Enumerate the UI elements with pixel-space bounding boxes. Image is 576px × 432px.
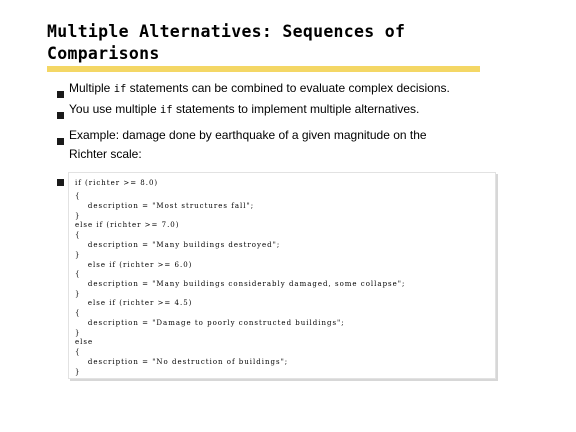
bullet-marker-1 — [57, 91, 64, 98]
code-line: } — [75, 290, 81, 298]
title-underline-bar — [47, 66, 480, 72]
code-line: } — [75, 212, 81, 220]
bullet-1-code: if — [113, 83, 127, 95]
code-line: else if (richter >= 4.5) — [75, 299, 193, 307]
code-line: else if (richter >= 7.0) — [75, 221, 180, 229]
code-line: else if (richter >= 6.0) — [75, 261, 193, 269]
slide-title — [47, 21, 467, 65]
code-line: { — [75, 192, 81, 200]
bullet-marker-3 — [57, 138, 64, 145]
code-line: if (richter >= 8.0) — [75, 179, 159, 187]
code-line: { — [75, 309, 81, 317]
code-line: } — [75, 368, 81, 376]
slide-title-line-2: Comparisons — [47, 44, 160, 63]
code-line: { — [75, 348, 81, 356]
bullet-text-1 — [69, 79, 509, 99]
bullet-2-post: statements to implement multiple alternatives. — [172, 102, 420, 116]
code-block — [68, 172, 496, 379]
code-line: } — [75, 329, 81, 337]
bullet-3-line-2: Richter scale: — [69, 147, 142, 161]
code-line: description = "Most structures fall"; — [75, 202, 255, 210]
code-line: description = "Many buildings considerably damaged, some collapse"; — [75, 280, 406, 288]
code-line: description = "No destruction of buildings"; — [75, 358, 289, 366]
bullet-text-2 — [69, 100, 509, 120]
code-line: { — [75, 231, 81, 239]
code-line: { — [75, 270, 81, 278]
bullet-3-line-1: Example: damage done by earthquake of a given magnitude on the — [69, 128, 427, 142]
code-line: description = "Many buildings destroyed"; — [75, 241, 281, 249]
bullet-text-3 — [69, 126, 509, 164]
bullet-marker-4 — [57, 179, 64, 186]
bullet-1-post: statements can be combined to evaluate complex decisions. — [126, 81, 450, 95]
bullet-marker-2 — [57, 112, 64, 119]
bullet-2-pre: You use multiple — [69, 102, 160, 116]
code-line: else — [75, 338, 94, 346]
slide-title-line-1: Multiple Alternatives: Sequences of — [47, 22, 406, 41]
bullet-1-pre: Multiple — [69, 81, 114, 95]
bullet-2-code: if — [159, 104, 173, 116]
code-line: } — [75, 251, 81, 259]
code-line: description = "Damage to poorly constructed buildings"; — [75, 319, 345, 327]
